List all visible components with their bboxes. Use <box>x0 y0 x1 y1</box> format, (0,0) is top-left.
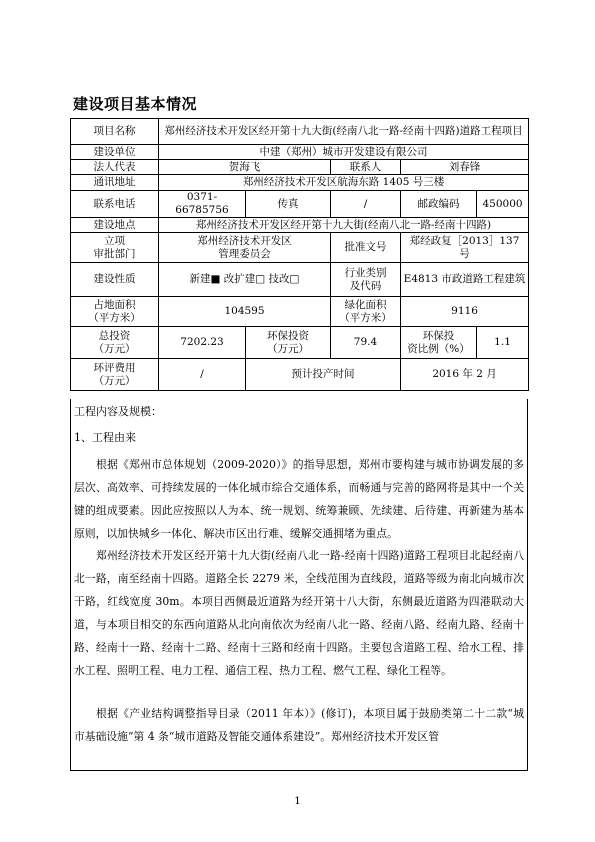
section-heading: 1、工程由来 <box>74 431 136 444</box>
industry-label: 行业类别 及代码 <box>331 263 401 297</box>
total-invest-value: 7202.23 <box>159 327 246 359</box>
table-row <box>71 191 529 218</box>
approval-dept-value: 郑州经济技术开发区 管理委员会 <box>159 233 331 263</box>
eia-fee-label: 环评费用 （万元） <box>71 359 159 391</box>
page-number: 1 <box>294 796 301 807</box>
content-heading: 工程内容及规模： <box>74 405 162 418</box>
location-label: 建设地点 <box>71 218 159 233</box>
approval-dept-label: 立项 审批部门 <box>71 233 159 263</box>
approval-no-value: 郑经政复［2013］137 号 <box>401 233 529 263</box>
fax-label: 传真 <box>246 191 331 218</box>
table-row <box>71 145 529 160</box>
construction-unit-label: 建设单位 <box>71 145 159 160</box>
env-invest-value: 79.4 <box>331 327 401 359</box>
table-row <box>71 218 529 233</box>
green-area-label: 绿化面积 （平方米） <box>331 297 401 327</box>
approval-no-label: 批准文号 <box>331 233 401 263</box>
phone-label: 联系电话 <box>71 191 159 218</box>
legal-rep-label: 法人代表 <box>71 160 159 175</box>
env-ratio-value: 1.1 <box>477 327 529 359</box>
table-row <box>71 263 529 297</box>
project-name-value: 郑州经济技术开发区经开第十九大街(经南八北一路-经南十四路)道路工程项目 <box>159 119 529 145</box>
paragraph: 根据《产业结构调整指导目录（2011 年本）》(修订)，本项目属于鼓励类第二十二款“城市基础设施”第 4 条“城市道路及智能交通体系建设”。郑州经济技术开发区管 <box>74 707 524 743</box>
paragraph: 郑州经济技术开发区经开第十九大街(经南八北一路-经南十四路)道路工程项目北起经南八北一路，南至经南十四路。道路全长 2279 米，全线范围为直线段，道路等级为南北向城市次干路，红线宽度 30m。本项目西侧最近道路为经开第十八大街，东侧最近道路为四港联动大道，与本项目相交的东西向道路从北向南依次为经南八北一路、经南八路、经南九路、经南十路、经南十一路、经南十二路、经南十三路和经南十四路。主要包含道路工程、给水工程、排水工程、照明工程、电力工程、通信工程、热力工程、燃气工程、绿化工程等。 <box>74 549 524 677</box>
legal-rep-value: 贺海飞 <box>159 160 331 175</box>
location-value: 郑州经济技术开发区经开第十九大街(经南八北一路-经南十四路) <box>159 218 529 233</box>
green-area-value: 9116 <box>401 297 529 327</box>
start-time-value: 2016 年 2 月 <box>401 359 529 391</box>
area-label: 占地面积 （平方米） <box>71 297 159 327</box>
construction-unit-value: 中建（郑州）城市开发建设有限公司 <box>159 145 529 160</box>
address-value: 郑州经济技术开发区航海东路 1405 号三楼 <box>159 175 529 191</box>
postcode-label: 邮政编码 <box>401 191 477 218</box>
contact-label: 联系人 <box>331 160 401 175</box>
table-row <box>71 297 529 327</box>
area-value: 104595 <box>159 297 331 327</box>
contact-value: 刘春锋 <box>401 160 529 175</box>
project-info-table <box>70 118 529 391</box>
env-invest-label: 环保投资 （万元） <box>246 327 331 359</box>
table-row <box>71 160 529 175</box>
table-row <box>71 233 529 263</box>
page-title: 建设项目基本情况 <box>73 95 198 113</box>
fax-value: / <box>331 191 401 218</box>
total-invest-label: 总投资 （万元） <box>71 327 159 359</box>
table-row <box>71 119 529 145</box>
industry-value: E4813 市政道路工程建筑 <box>401 263 529 297</box>
table-row <box>71 175 529 191</box>
address-label: 通讯地址 <box>71 175 159 191</box>
nature-label: 建设性质 <box>71 263 159 297</box>
phone-value: 0371-66785756 <box>159 191 246 218</box>
table-row <box>71 359 529 391</box>
nature-value: 新建■ 改扩建□ 技改□ <box>159 263 331 297</box>
project-content-cell <box>70 399 528 771</box>
eia-fee-value: / <box>159 359 246 391</box>
postcode-value: 450000 <box>477 191 529 218</box>
paragraph: 根据《郑州市总体规划（2009-2020）》的指导思想，郑州市要构建与城市协调发展的多层次、高效率、可持续发展的一体化城市综合交通体系，而畅通与完善的路网将是其中一个关键的组成要素。因此应按照以人为本、统一规划、统筹兼顾、先续建、后待建、再新建为基本原则，以加快城乡一体化、解决市区出行难、缓解交通拥堵为重点。 <box>74 458 524 540</box>
env-ratio-label: 环保投 资比例（%） <box>401 327 477 359</box>
table-row <box>71 327 529 359</box>
start-time-label: 预计投产时间 <box>246 359 401 391</box>
project-name-label: 项目名称 <box>71 119 159 145</box>
